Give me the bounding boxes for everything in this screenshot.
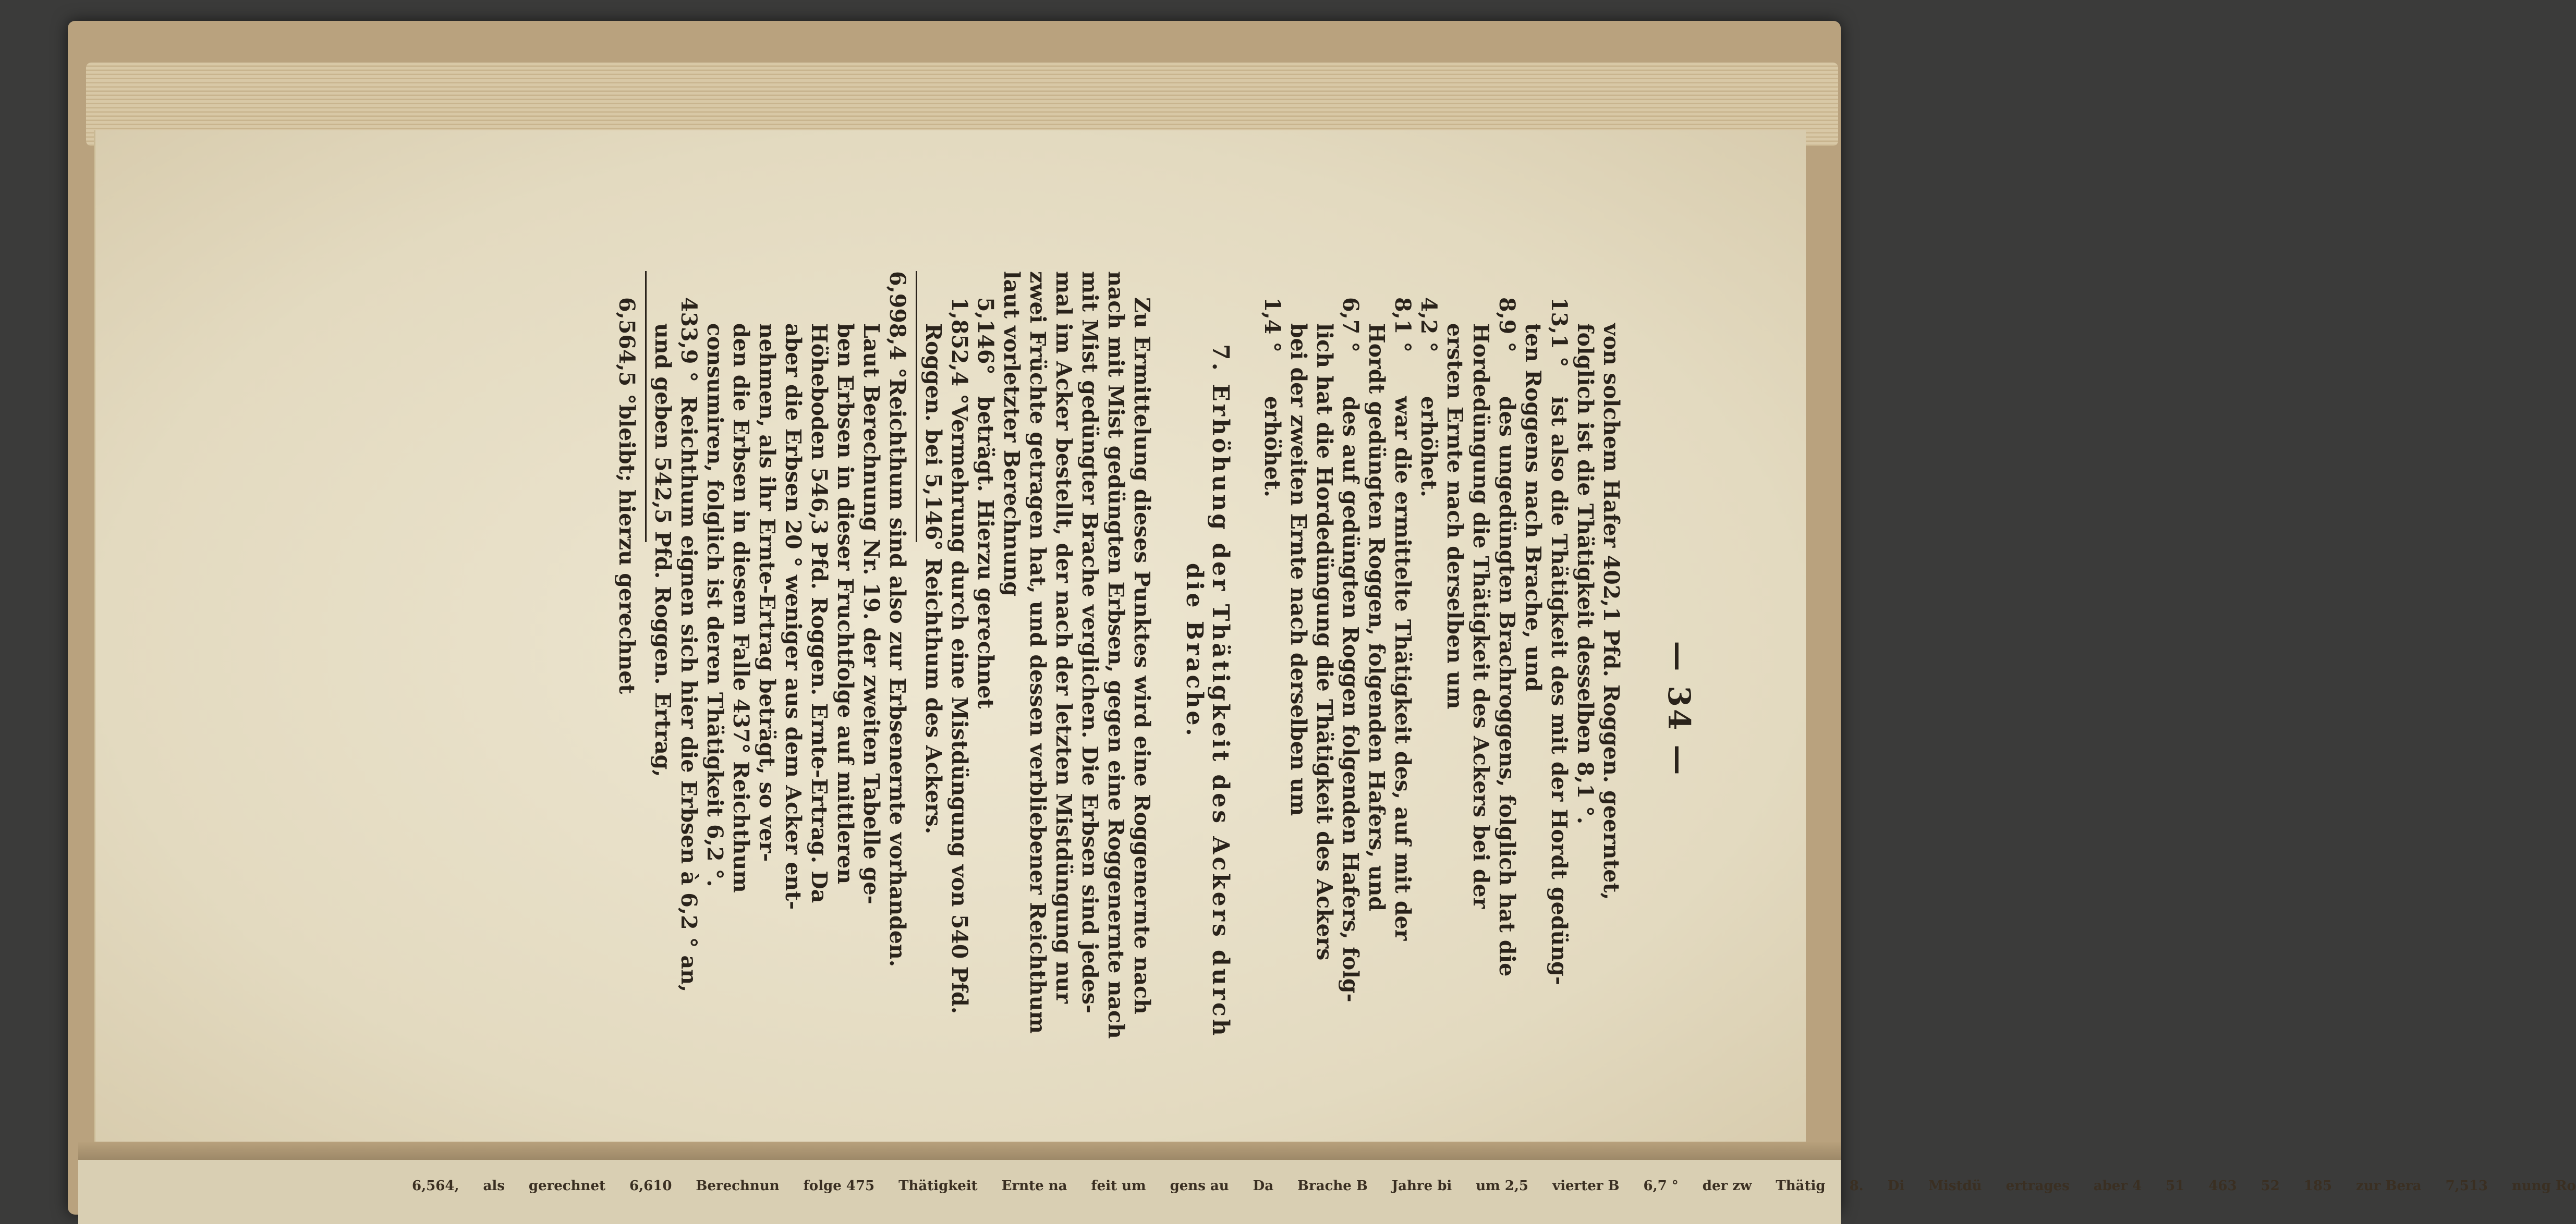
figure-value: 1,4 ° — [1260, 297, 1285, 353]
text-line — [676, 271, 702, 1105]
facing-page-fragment-text: Jahre bi — [1391, 1178, 1452, 1194]
text-line — [999, 271, 1025, 1105]
line-text: beträgt. Hierzu gerechnet — [973, 396, 998, 709]
facing-page-fragment-text: folge 475 — [803, 1178, 875, 1194]
line-text: Roggen. bei 5,146° Reichthum des Ackers. — [921, 323, 946, 835]
facing-page-fragment-text: Di — [1887, 1178, 1905, 1194]
text-line — [780, 271, 806, 1105]
facing-page-fragment-text: ertrages — [2006, 1178, 2070, 1194]
facing-page-fragment-text: Brache B — [1297, 1178, 1368, 1194]
line-text: war die ermittelte Thätigkeit des, auf mit der — [1390, 396, 1415, 941]
sum-rule — [916, 271, 917, 542]
text-line — [1103, 271, 1129, 1105]
figure-value: 1,852,4 ° — [947, 297, 972, 405]
facing-page-fragment-text: Thätigkeit — [898, 1178, 978, 1194]
facing-page-fragment-text: Da — [1253, 1178, 1274, 1194]
line-text: mal im Acker bestellt, der nach der letzten Mistdüngung nur — [1051, 271, 1076, 1004]
facing-page-fragment-text: 51 — [2166, 1178, 2185, 1194]
line-text: consumiren, folglich ist deren Thätigkeit 6,2 °. — [702, 323, 727, 887]
text-line — [1025, 271, 1051, 1105]
facing-page-fragment-text: 7,513 — [2445, 1178, 2488, 1194]
line-text: den die Erbsen in diesem Falle 437° Reichthum — [728, 323, 754, 893]
text-line — [1416, 271, 1442, 1105]
facing-page-fragment-text: vierter B — [1552, 1178, 1620, 1194]
facing-page-fragment-text: 6,610 — [629, 1178, 672, 1194]
line-text: laut vorletzter Berechnung — [999, 271, 1024, 597]
text-line — [1233, 271, 1259, 1105]
figure-value: 6,7 ° — [1338, 297, 1363, 353]
text-line — [1338, 271, 1364, 1105]
figure-value: 13,1 ° — [1547, 297, 1572, 368]
line-text: Höheboden 546,3 Pfd. Roggen. Ernte-Ertrag. Da — [807, 323, 832, 903]
line-text: Vermehrung durch eine Mistdüngung von 540 Pfd. — [947, 404, 972, 1014]
figure-value: 6,564,5 ° — [614, 297, 639, 405]
text-line — [973, 271, 999, 1105]
line-text: ben Erbsen in dieser Fruchtfolge auf mittleren — [833, 323, 858, 885]
line-text: des auf gedüngten Roggen folgenden Hafers, folg- — [1338, 396, 1363, 1002]
figure-value: 433,9 ° — [676, 297, 701, 383]
figure-value: 4,2 ° — [1416, 297, 1441, 353]
line-text: lich hat die Hordedüngung die Thätigkeit des Ackers — [1312, 323, 1337, 961]
line-text: bei der zweiten Ernte nach derselben um — [1286, 323, 1311, 816]
text-line — [1494, 271, 1520, 1105]
text-line — [1285, 271, 1311, 1105]
line-text: ersten Ernte nach derselben um — [1442, 323, 1467, 709]
page-number: — 34 — — [1661, 641, 1697, 777]
line-text: nach mit Mist gedüngten Erbsen, gegen eine Roggenernte nach — [1103, 271, 1128, 1039]
facing-page-fragment-text: nung Ro — [2512, 1178, 2576, 1194]
page-text-block — [269, 271, 1697, 1105]
line-text: Reichthum eignen sich hier die Erbsen à 6,2 ° an, — [676, 396, 701, 993]
text-line — [1546, 271, 1572, 1105]
line-text: des ungedüngten Brachroggens, folglich hat die — [1494, 396, 1520, 977]
text-line — [1520, 271, 1546, 1105]
text-line — [1598, 271, 1624, 1105]
facing-page-fragment-text: zur Bera — [2356, 1178, 2422, 1194]
facing-page-fragment-text: 6,7 ° — [1643, 1178, 1679, 1194]
text-line — [1311, 271, 1338, 1105]
facing-page-fragment-text: Ernte na — [1001, 1178, 1067, 1194]
facing-page-fragment-text: aber 4 — [2093, 1178, 2142, 1194]
line-text: 7. Erhöhung der Thätigkeit des Ackers durch — [1207, 344, 1234, 1038]
line-text: Reichthum sind also zur Erbsenernte vorhanden. — [885, 378, 910, 967]
line-text: Laut Berechnung Nr. 19. der zweiten Tabelle ge- — [859, 323, 884, 904]
facing-page-fragment-text: 185 — [2303, 1178, 2332, 1194]
text-line — [1051, 271, 1077, 1105]
section-title — [1181, 271, 1207, 1105]
line-text: ten Roggens nach Brache, und — [1521, 323, 1546, 692]
facing-page-fragment-text: gens au — [1170, 1178, 1229, 1194]
line-text: bleibt; hierzu gerechnet — [614, 404, 639, 694]
figure-value: 5,146° — [973, 297, 998, 375]
text-line — [832, 271, 858, 1105]
text-line — [1259, 271, 1285, 1105]
text-line — [1077, 271, 1103, 1105]
facing-page-text — [412, 1178, 2576, 1220]
facing-page-fragment-text: Thätig — [1776, 1178, 1826, 1194]
facing-page-fragment — [78, 1160, 2576, 1224]
text-line — [946, 271, 973, 1105]
figure-value: 6,998,4 ° — [885, 271, 910, 378]
facing-page-fragment-text: feit um — [1091, 1178, 1146, 1194]
text-line — [1129, 271, 1155, 1105]
line-text: Zu Ermittelung dieses Punktes wird eine Roggenernte nach — [1129, 297, 1155, 1014]
facing-page-fragment-text: 52 — [2261, 1178, 2280, 1194]
text-line — [1468, 271, 1494, 1105]
line-text: aber die Erbsen 20 ° weniger aus dem Acker ent- — [781, 323, 806, 910]
text-line — [858, 271, 884, 1105]
text-line — [1364, 271, 1390, 1105]
line-text: mit Mist gedüngter Brache verglichen. Die Erbsen sind jedes- — [1077, 271, 1102, 1013]
facing-page-fragment-text: um 2,5 — [1476, 1178, 1528, 1194]
line-text: von solchem Hafer 402,1 Pfd. Roggen. geerntet, — [1599, 323, 1624, 900]
text-line — [650, 271, 676, 1105]
text-line — [806, 271, 832, 1105]
line-text: folglich ist die Thätigkeit desselben 8,1 °. — [1573, 323, 1598, 825]
facing-page-fragment-text: gerechnet — [528, 1178, 605, 1194]
text-line — [884, 271, 910, 1105]
text-line — [702, 271, 728, 1105]
line-text: erhöhet. — [1260, 396, 1285, 497]
text-line — [1572, 271, 1598, 1105]
line-text: zwei Früchte getragen hat, und dessen verbliebener Reichthum — [1025, 271, 1050, 1034]
line-text: erhöhet. — [1416, 396, 1441, 497]
facing-page-fragment-text: Mistdü — [1928, 1178, 1982, 1194]
text-line — [728, 271, 754, 1105]
facing-page-fragment-text: 463 — [2208, 1178, 2237, 1194]
facing-page-fragment-text: als — [483, 1178, 505, 1194]
text-line — [614, 271, 640, 1105]
figure-value: 8,1 ° — [1390, 297, 1415, 353]
text-line — [1442, 271, 1468, 1105]
section-title — [1207, 271, 1233, 1105]
text-line — [1155, 271, 1181, 1105]
line-text: nehmen, als ihr Ernte-Ertrag beträgt, so ver- — [755, 323, 780, 862]
facing-page-fragment-text: 8. — [1849, 1178, 1864, 1194]
text-lines — [614, 271, 1624, 1105]
sum-rule — [645, 271, 647, 542]
line-text: ist also die Thätigkeit des mit der Hordt gedüng- — [1547, 396, 1572, 985]
text-line — [754, 271, 780, 1105]
facing-page-fragment-text: Berechnun — [696, 1178, 780, 1194]
line-text: Hordt gedüngten Roggen, folgenden Hafers, und — [1364, 323, 1389, 912]
facing-page-fragment-text: 6,564, — [412, 1178, 459, 1194]
line-text: und geben 542,5 Pfd. Roggen. Ertrag, — [650, 323, 675, 777]
facing-page-fragment-text: der zw — [1702, 1178, 1752, 1194]
figure-value: 8,9 ° — [1494, 297, 1520, 353]
line-text: die Brache. — [1181, 563, 1208, 739]
line-text: Hordedüngung die Thätigkeit des Ackers bei der — [1468, 323, 1493, 909]
text-line — [920, 271, 946, 1105]
text-line — [1390, 271, 1416, 1105]
